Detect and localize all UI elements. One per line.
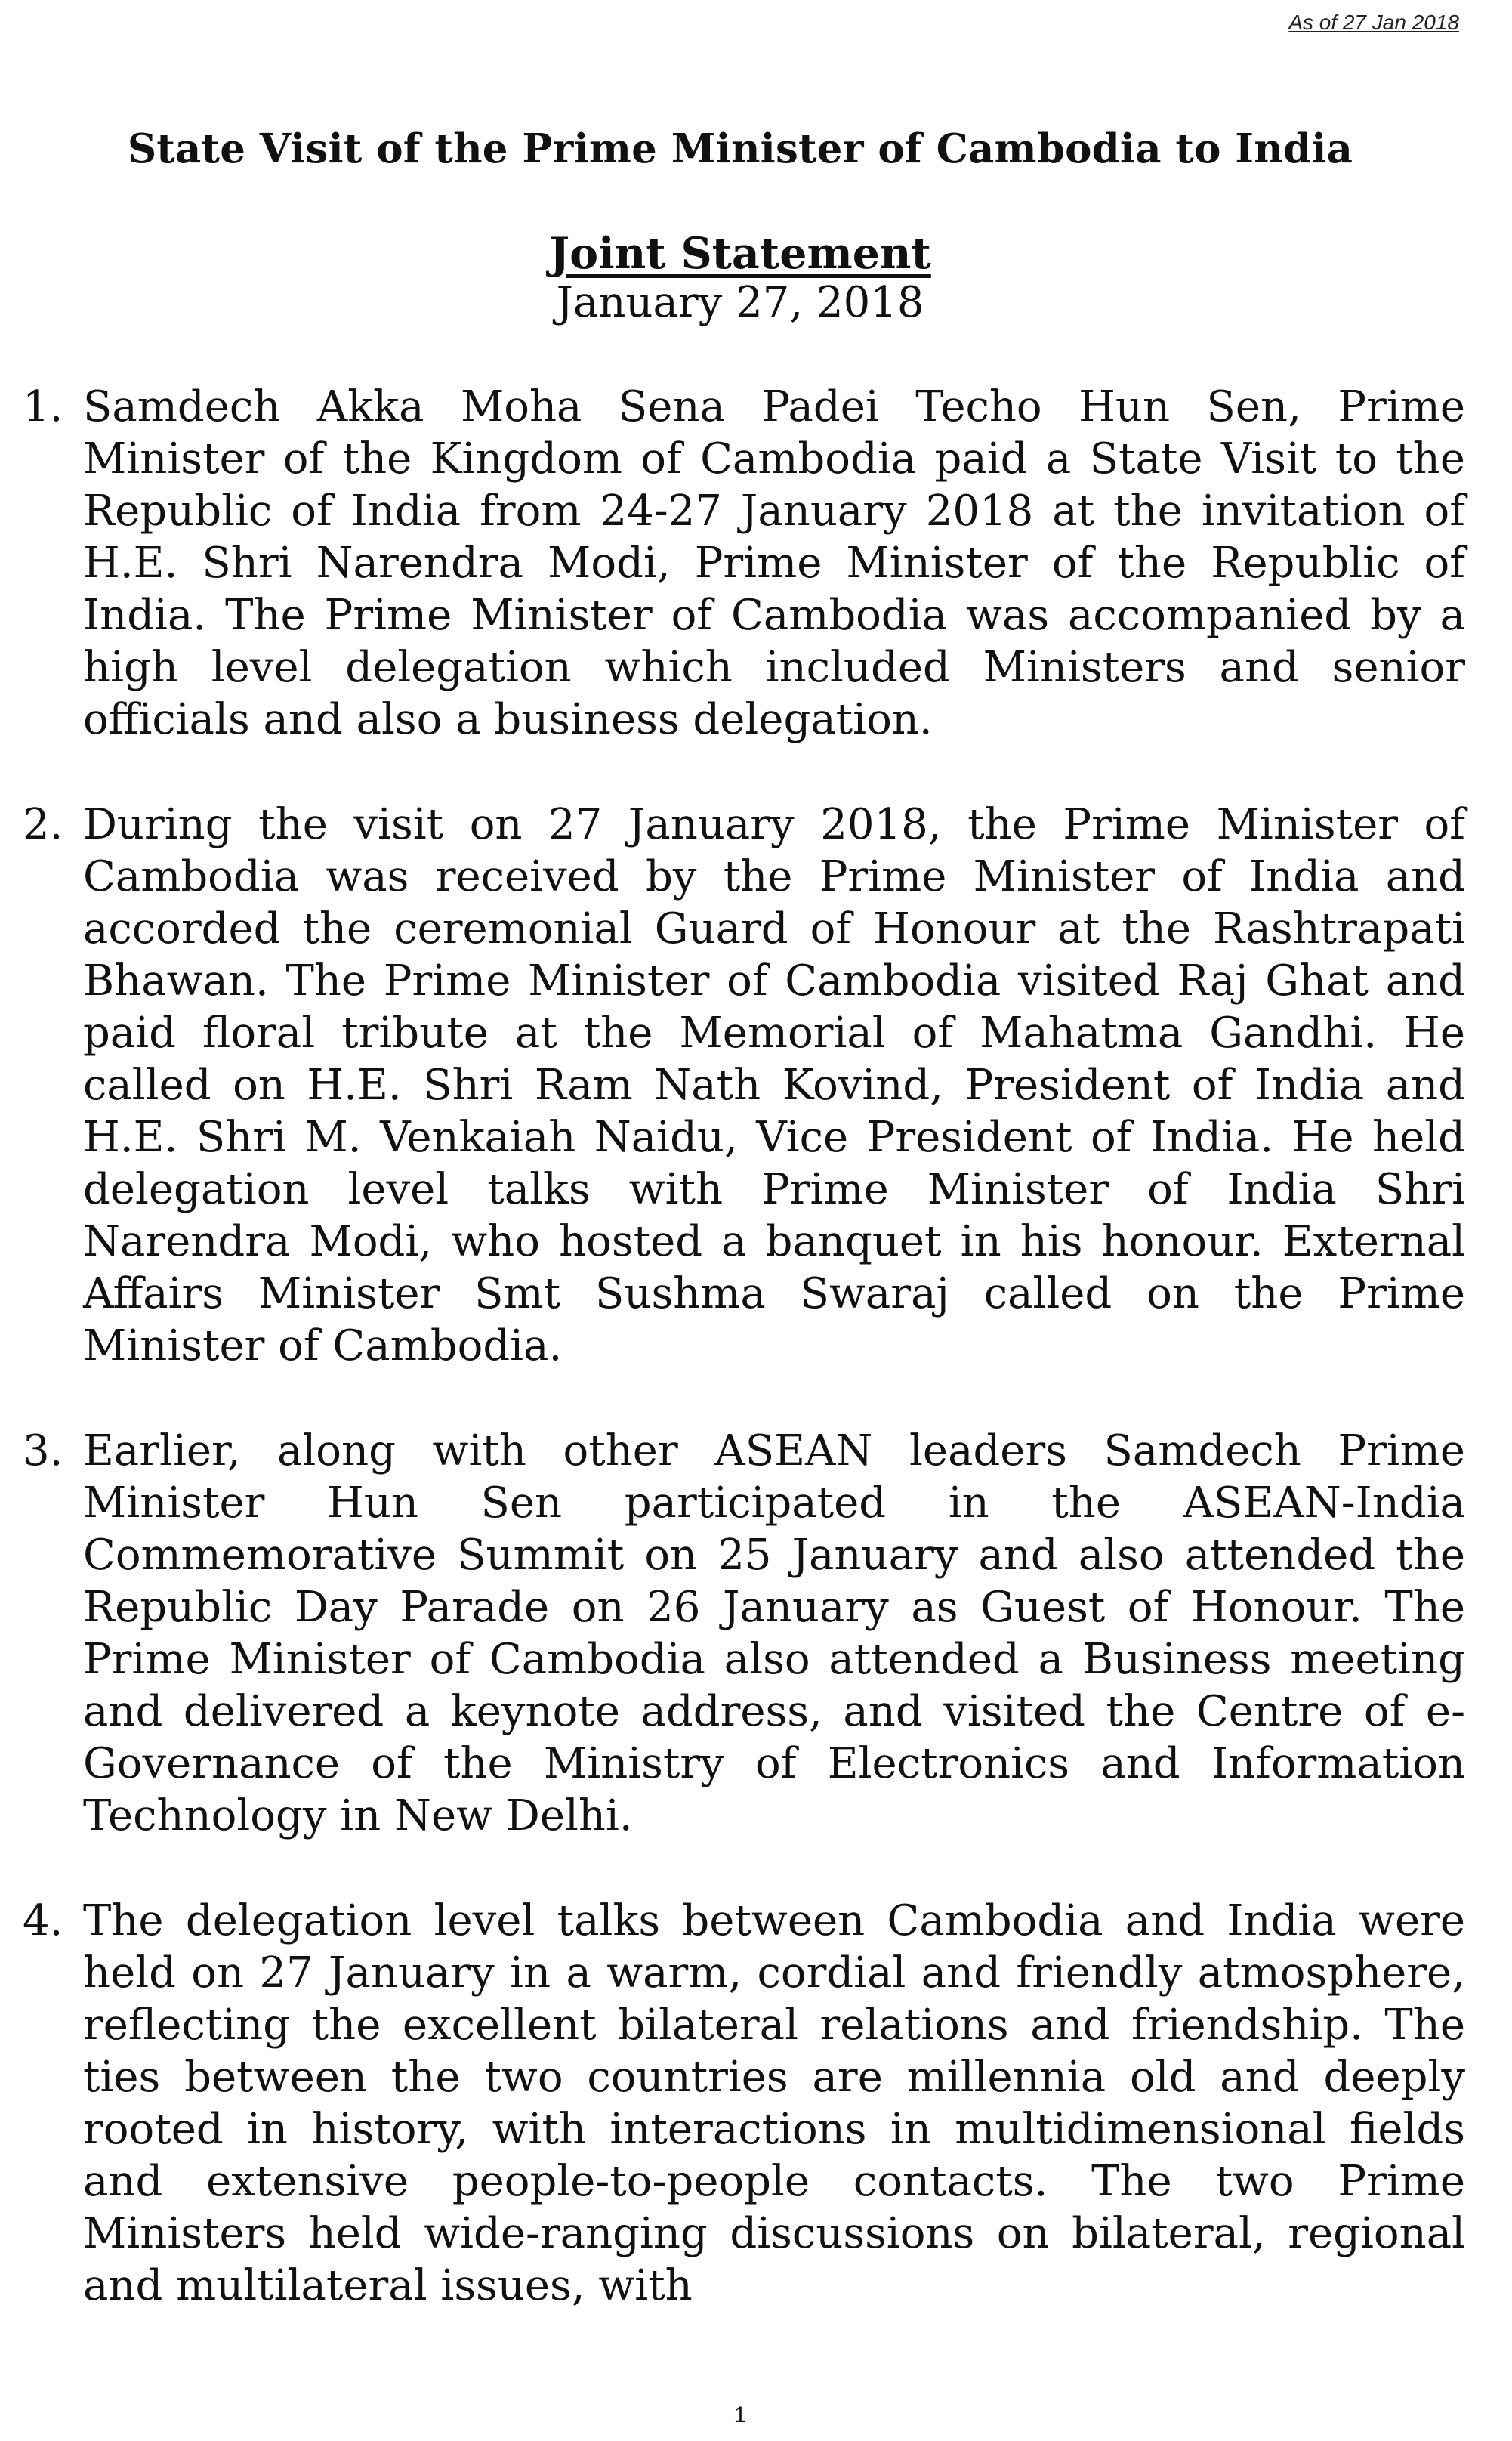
document-title: State Visit of the Prime Minister of Cambodia to India xyxy=(127,125,1353,172)
paragraph-3 xyxy=(23,1425,1465,1842)
paragraph-2 xyxy=(23,799,1465,1372)
paragraph-4 xyxy=(23,1895,1465,2312)
paragraph-text: The delegation level talks between Cambodia and India were held on 27 January in a warm, cordial and friendly atmosphere, reflecting the excellent bilateral relations and friendship. The ties between the two countries are millennia old and deeply rooted in history, with interactions in multidimensional fields and extensive people-to-people contacts. The two Prime Ministers held wide-ranging discussions on bilateral, regional and multilateral issues, with xyxy=(83,1896,1465,2310)
paragraph-number: 1. xyxy=(23,382,63,431)
numbered-paragraphs xyxy=(23,381,1465,2365)
paragraph-number: 2. xyxy=(23,800,63,849)
paragraph-1 xyxy=(23,381,1465,746)
document-date: January 27, 2018 xyxy=(556,278,924,327)
as-of-note: As of 27 Jan 2018 xyxy=(1288,11,1459,34)
paragraph-text: Earlier, along with other ASEAN leaders Samdech Prime Minister Hun Sen participated in the ASEAN-India Commemorative Summit on 25 January and also attended the Republic Day Parade on 26 January as Guest of Honour. The Prime Minister of Cambodia also attended a Business meeting and delivered a keynote address, and visited the Centre of e-Governance of the Ministry of Electronics and Information Technology in New Delhi. xyxy=(83,1426,1465,1840)
paragraph-number: 3. xyxy=(23,1426,63,1475)
paragraph-text: During the visit on 27 January 2018, the Prime Minister of Cambodia was received by the Prime Minister of India and accorded the ceremonial Guard of Honour at the Rashtrapati Bhawan. The Prime Minister of Cambodia visited Raj Ghat and paid floral tribute at the Memorial of Mahatma Gandhi. He called on H.E. Shri Ram Nath Kovind, President of India and H.E. Shri M. Venkaiah Naidu, Vice President of India. He held delegation level talks with Prime Minister of India Shri Narendra Modi, who hosted a banquet in his honour. External Affairs Minister Smt Sushma Swaraj called on the Prime Minister of Cambodia. xyxy=(83,800,1465,1370)
page-number: 1 xyxy=(733,2402,747,2427)
paragraph-text: Samdech Akka Moha Sena Padei Techo Hun Sen, Prime Minister of the Kingdom of Cambodia paid a State Visit to the Republic of India from 24-27 January 2018 at the invitation of H.E. Shri Narendra Modi, Prime Minister of the Republic of India. The Prime Minister of Cambodia was accompanied by a high level delegation which included Ministers and senior officials and also a business delegation. xyxy=(83,382,1465,744)
paragraph-number: 4. xyxy=(23,1896,63,1945)
document-subtitle: Joint Statement xyxy=(549,228,931,279)
